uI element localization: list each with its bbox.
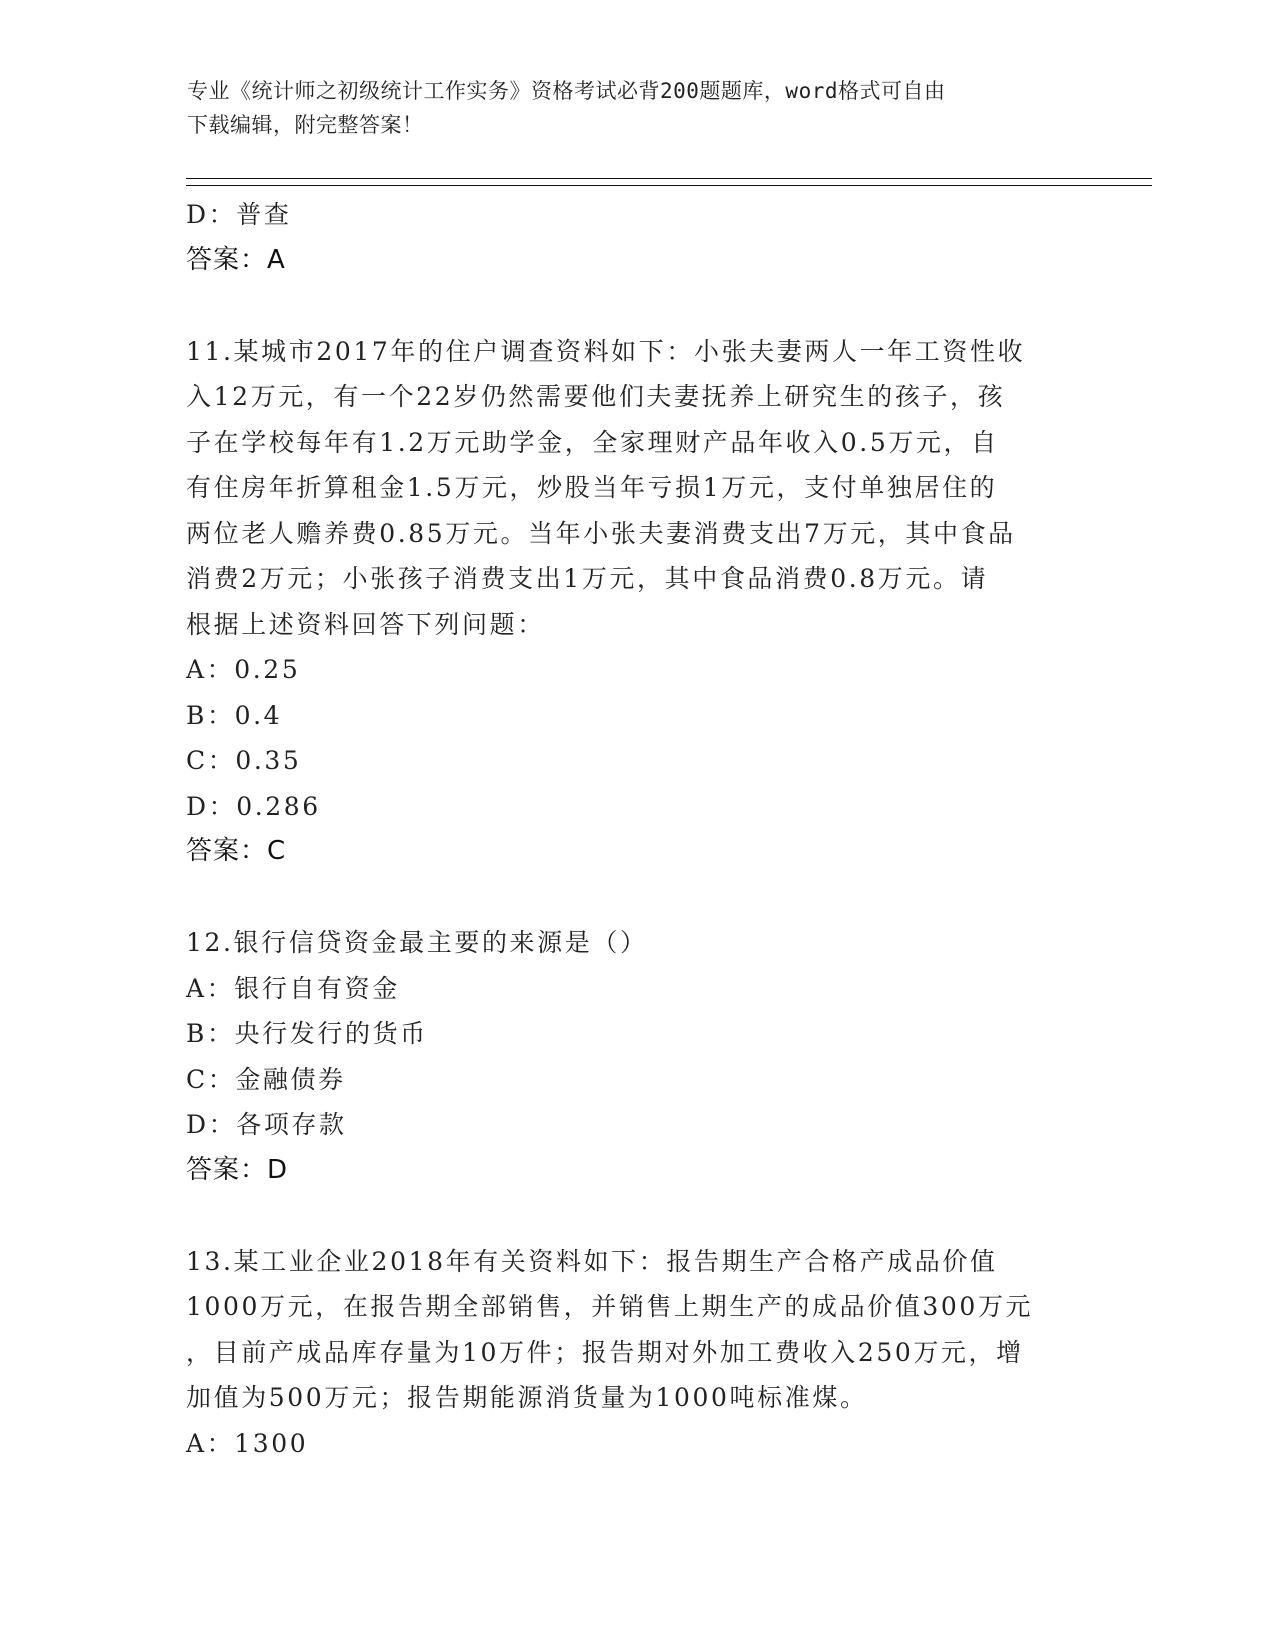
- question-11-stem-line: 消费2万元；小张孩子消费支出1万元，其中食品消费0.8万元。请: [186, 564, 989, 593]
- header-divider: [186, 178, 1152, 186]
- spacer: [186, 1193, 1066, 1239]
- question-12-option-c: C：金融债券: [186, 1064, 346, 1094]
- question-11-option-c: C：0.35: [186, 746, 302, 775]
- prev-answer: 答案：A: [186, 244, 286, 275]
- question-13-stem-line: ，目前产成品库存量为10万件；报告期对外加工费收入250万元，增: [186, 1337, 1024, 1367]
- question-12-option-a: A：银行自有资金: [186, 973, 400, 1003]
- question-11-option-d: D：0.286: [186, 791, 321, 821]
- question-13-option-a: A：1300: [186, 1428, 309, 1458]
- question-11-answer: 答案：C: [186, 836, 287, 866]
- question-11-stem-line: 根据上述资料回答下列问题：: [186, 609, 545, 639]
- document-body: [186, 192, 1066, 1466]
- question-12-stem: 12.银行信贷资金最主要的来源是（）: [186, 928, 648, 957]
- question-11-stem: [186, 329, 1066, 648]
- question-12-answer: 答案：D: [186, 1154, 289, 1185]
- question-12-option-d: D：各项存款: [186, 1110, 347, 1139]
- question-11-stem-line: 有住房年折算租金1.5万元，炒股当年亏损1万元，支付单独居住的: [186, 473, 998, 502]
- header-title-line-1: 专业《统计师之初级统计工作实务》资格考试必背200题题库，word格式可自由: [187, 79, 946, 103]
- question-11-option-b: B：0.4: [186, 700, 283, 730]
- spacer: [186, 283, 1066, 329]
- prev-option-d: D：普查: [186, 200, 292, 229]
- question-12-option-b: B：央行发行的货币: [186, 1019, 428, 1048]
- question-13-stem-line: 加值为500万元；报告期能源消货量为1000吨标准煤。: [186, 1383, 868, 1412]
- page-header: [187, 74, 1087, 142]
- question-11-option-a: A：0.25: [186, 655, 301, 684]
- question-11-stem-line: 11.某城市2017年的住户调查资料如下：小张夫妻两人一年工资性收: [186, 336, 1026, 366]
- spacer: [186, 875, 1066, 921]
- question-11-stem-line: 子在学校每年有1.2万元助学金，全家理财产品年收入0.5万元，自: [186, 427, 999, 457]
- question-13-stem-line: 13.某工业企业2018年有关资料如下：报告期生产合格产成品价值: [186, 1246, 998, 1276]
- question-11-stem-line: 两位老人赡养费0.85万元。当年小张夫妻消费支出7万元，其中食品: [186, 518, 1016, 548]
- header-title-line-2: 下载编辑，附完整答案！: [187, 113, 424, 137]
- question-13-stem-line: 1000万元，在报告期全部销售，并销售上期生产的成品价值300万元: [186, 1292, 1034, 1321]
- question-13-stem: [186, 1239, 1066, 1421]
- question-11-stem-line: 入12万元，有一个22岁仍然需要他们夫妻抚养上研究生的孩子，孩: [186, 382, 1006, 411]
